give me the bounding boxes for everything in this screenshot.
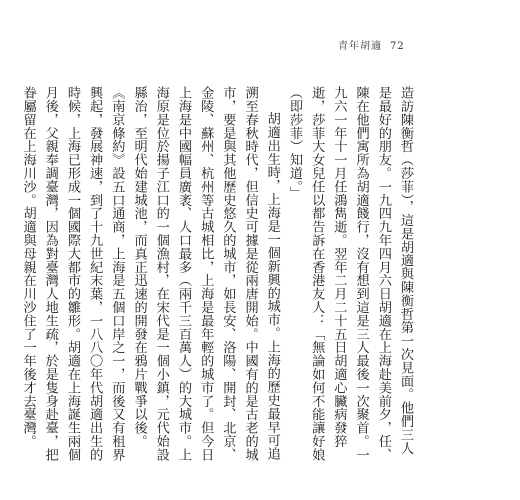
page-number: 72 [390, 41, 405, 52]
paragraph-2: 胡適出生時，上海是一個新興的城市。上海的歷史最早可追溯至春秋時代，但信史可據是從兩唐開始。中國有的是古老的城市，要是與其他歷史悠久的城市，如長安、洛陽、開封、北京、金陵、蘇州、杭州等古城相比，上海是最年輕的城市了。但今日上海是中國幅員廣袤、人口最多（兩千三百萬人）的大城市。上海原是位於揚子江口的一個漁村，在宋代是一個小鎮，元代始設縣治，至明代始建城池，而真正迅速的開發在鴉片戰爭以後。《南京條約》設五口通商，上海是五個口岸之一，而後又有租界興起，發展神速，到了十九世紀末葉，一八八〇年代胡適出生的時候，上海已形成一個國際大都市的雛形。胡適在上海誕生兩個月後，父親奉調臺灣，因為對臺灣人地生疏，於是隻身赴臺，把眷屬留在上海川沙。胡適與母親在川沙住了一年後才去臺灣。 [20, 86, 280, 462]
vertical-text-body [16, 86, 416, 466]
running-header [338, 37, 405, 52]
running-title: 青年胡適 [338, 41, 382, 52]
paragraph-1: 造訪陳衡哲（莎菲），這是胡適與陳衡哲第一次見面。他們三人是最好的朋友。一九四九年四月六日胡適在上海赴美前夕，任、陳在他們寓所為胡適餞行，沒有想到這是三人最後一次聚首。一九六一年十一月任鴻雋逝。翌年二月二十五日胡適心臟病發猝逝，莎菲大女兒任以都告訴在香港友人：「無論如何不能讓好娘（即莎菲）知道。」 [286, 86, 413, 462]
